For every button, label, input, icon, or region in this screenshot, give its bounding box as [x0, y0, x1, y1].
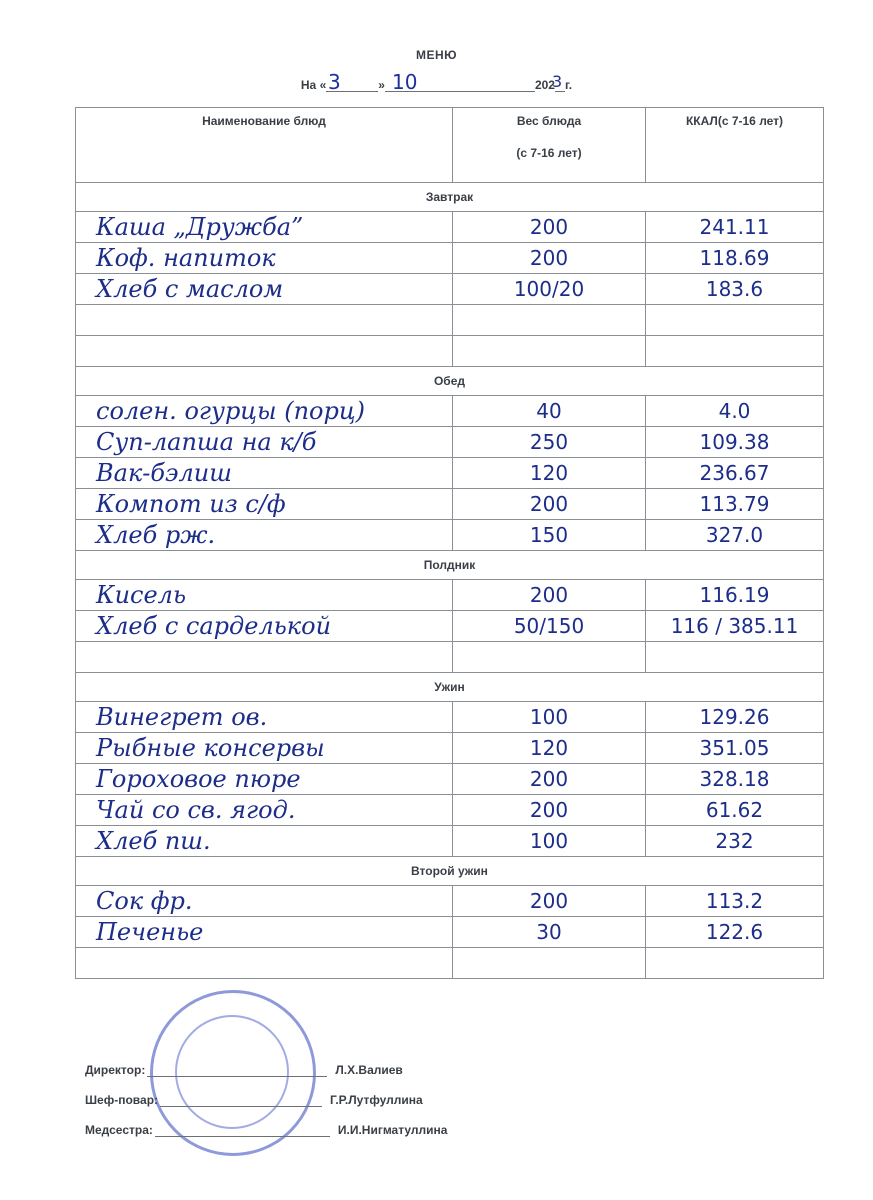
dish-kcal: 122.6	[646, 917, 824, 948]
section-row	[76, 183, 824, 212]
dish-name: Винегрет ов.	[76, 702, 453, 733]
document-title: МЕНЮ	[415, 48, 458, 62]
table-row	[76, 948, 824, 979]
dish-name: Каша „Дружба”	[76, 212, 453, 243]
table-row	[76, 243, 824, 274]
section-row	[76, 367, 824, 396]
dish-weight: 120	[453, 733, 646, 764]
table-row	[76, 458, 824, 489]
signature-blank	[147, 1064, 327, 1077]
dish-weight: 200	[453, 795, 646, 826]
dish-name: Коф. напиток	[76, 243, 453, 274]
dish-name: Чай со св. ягод.	[76, 795, 453, 826]
dish-name: Кисель	[76, 580, 453, 611]
dish-name: Компот из с/ф	[76, 489, 453, 520]
dish-kcal: 232	[646, 826, 824, 857]
column-header-name: Наименование блюд	[76, 108, 453, 183]
dish-name: Гороховое пюре	[76, 764, 453, 795]
dish-name	[76, 948, 453, 979]
signature-blank	[155, 1124, 330, 1137]
dish-name: Хлеб с сарделькой	[76, 611, 453, 642]
signature-line	[85, 1063, 403, 1077]
dish-kcal: 328.18	[646, 764, 824, 795]
dish-kcal: 61.62	[646, 795, 824, 826]
section-title: Обед	[76, 367, 824, 396]
table-row	[76, 917, 824, 948]
dish-weight: 100	[453, 826, 646, 857]
table-row	[76, 795, 824, 826]
year-suffix: г.	[564, 78, 573, 92]
dish-weight: 30	[453, 917, 646, 948]
table-row	[76, 427, 824, 458]
signature-name: Л.Х.Валиев	[335, 1063, 403, 1077]
section-row	[76, 857, 824, 886]
table-row	[76, 642, 824, 673]
table-row	[76, 764, 824, 795]
dish-name: Хлеб с маслом	[76, 274, 453, 305]
dish-name: Печенье	[76, 917, 453, 948]
dish-name: Рыбные консервы	[76, 733, 453, 764]
dish-weight: 40	[453, 396, 646, 427]
section-title: Второй ужин	[76, 857, 824, 886]
section-row	[76, 673, 824, 702]
section-row	[76, 551, 824, 580]
table-row	[76, 826, 824, 857]
dish-name: солен. огурцы (порц)	[76, 396, 453, 427]
dish-weight: 200	[453, 489, 646, 520]
dish-weight: 200	[453, 886, 646, 917]
dish-weight: 200	[453, 764, 646, 795]
dish-name	[76, 642, 453, 673]
year-prefix: 202	[534, 78, 555, 92]
table-row	[76, 212, 824, 243]
table-row	[76, 580, 824, 611]
dish-name	[76, 305, 453, 336]
signature-name: И.И.Нигматуллина	[337, 1123, 448, 1137]
dish-weight: 150	[453, 520, 646, 551]
signature-role: Шеф-повар:	[85, 1093, 159, 1107]
dish-kcal: 351.05	[646, 733, 824, 764]
dish-kcal: 118.69	[646, 243, 824, 274]
dish-weight: 120	[453, 458, 646, 489]
dish-kcal: 236.67	[646, 458, 824, 489]
dish-kcal: 113.2	[646, 886, 824, 917]
dish-kcal: 109.38	[646, 427, 824, 458]
dish-name: Вак-бэлиш	[76, 458, 453, 489]
weight-header-line1: Вес блюда	[516, 114, 582, 128]
table-row	[76, 305, 824, 336]
dish-name: Хлеб рж.	[76, 520, 453, 551]
table-header-row	[76, 108, 824, 183]
table-row	[76, 702, 824, 733]
dish-kcal: 116.19	[646, 580, 824, 611]
dish-kcal	[646, 336, 824, 367]
dish-weight: 50/150	[453, 611, 646, 642]
signature-line	[85, 1123, 447, 1137]
signature-role: Директор:	[85, 1063, 146, 1077]
signature-line	[85, 1093, 423, 1107]
menu-table	[75, 107, 824, 979]
signature-name: Г.Р.Лутфуллина	[330, 1093, 423, 1107]
table-row	[76, 733, 824, 764]
dish-weight	[453, 336, 646, 367]
dish-kcal: 183.6	[646, 274, 824, 305]
dish-kcal: 241.11	[646, 212, 824, 243]
dish-name: Хлеб пш.	[76, 826, 453, 857]
column-header-weight	[453, 108, 646, 183]
dish-weight: 200	[453, 212, 646, 243]
dish-name: Сок фр.	[76, 886, 453, 917]
dish-weight	[453, 948, 646, 979]
table-row	[76, 611, 824, 642]
dish-weight: 200	[453, 243, 646, 274]
date-month: 10	[392, 70, 418, 94]
date-line: На « » 202 г.	[300, 78, 573, 92]
dish-weight	[453, 642, 646, 673]
date-year-digit: 3	[552, 72, 563, 91]
dish-kcal: 4.0	[646, 396, 824, 427]
section-title: Ужин	[76, 673, 824, 702]
table-row	[76, 274, 824, 305]
weight-header-line2: (с 7-16 лет)	[516, 146, 582, 160]
table-row	[76, 886, 824, 917]
dish-weight: 250	[453, 427, 646, 458]
column-header-kcal: ККАЛ(с 7-16 лет)	[646, 108, 824, 183]
dish-weight: 200	[453, 580, 646, 611]
dish-kcal: 129.26	[646, 702, 824, 733]
dish-weight	[453, 305, 646, 336]
dish-kcal: 116 / 385.11	[646, 611, 824, 642]
dish-kcal	[646, 948, 824, 979]
dish-kcal: 113.79	[646, 489, 824, 520]
table-row	[76, 520, 824, 551]
dish-name	[76, 336, 453, 367]
dish-weight: 100/20	[453, 274, 646, 305]
section-title: Полдник	[76, 551, 824, 580]
dish-kcal	[646, 642, 824, 673]
table-row	[76, 489, 824, 520]
dish-weight: 100	[453, 702, 646, 733]
table-row	[76, 396, 824, 427]
section-title: Завтрак	[76, 183, 824, 212]
dish-kcal	[646, 305, 824, 336]
date-prefix: На «	[300, 78, 327, 92]
signature-blank	[160, 1094, 322, 1107]
dish-name: Суп-лапша на к/б	[76, 427, 453, 458]
signature-role: Медсестра:	[85, 1123, 153, 1137]
table-row	[76, 336, 824, 367]
dish-kcal: 327.0	[646, 520, 824, 551]
date-day: 3	[328, 70, 341, 94]
